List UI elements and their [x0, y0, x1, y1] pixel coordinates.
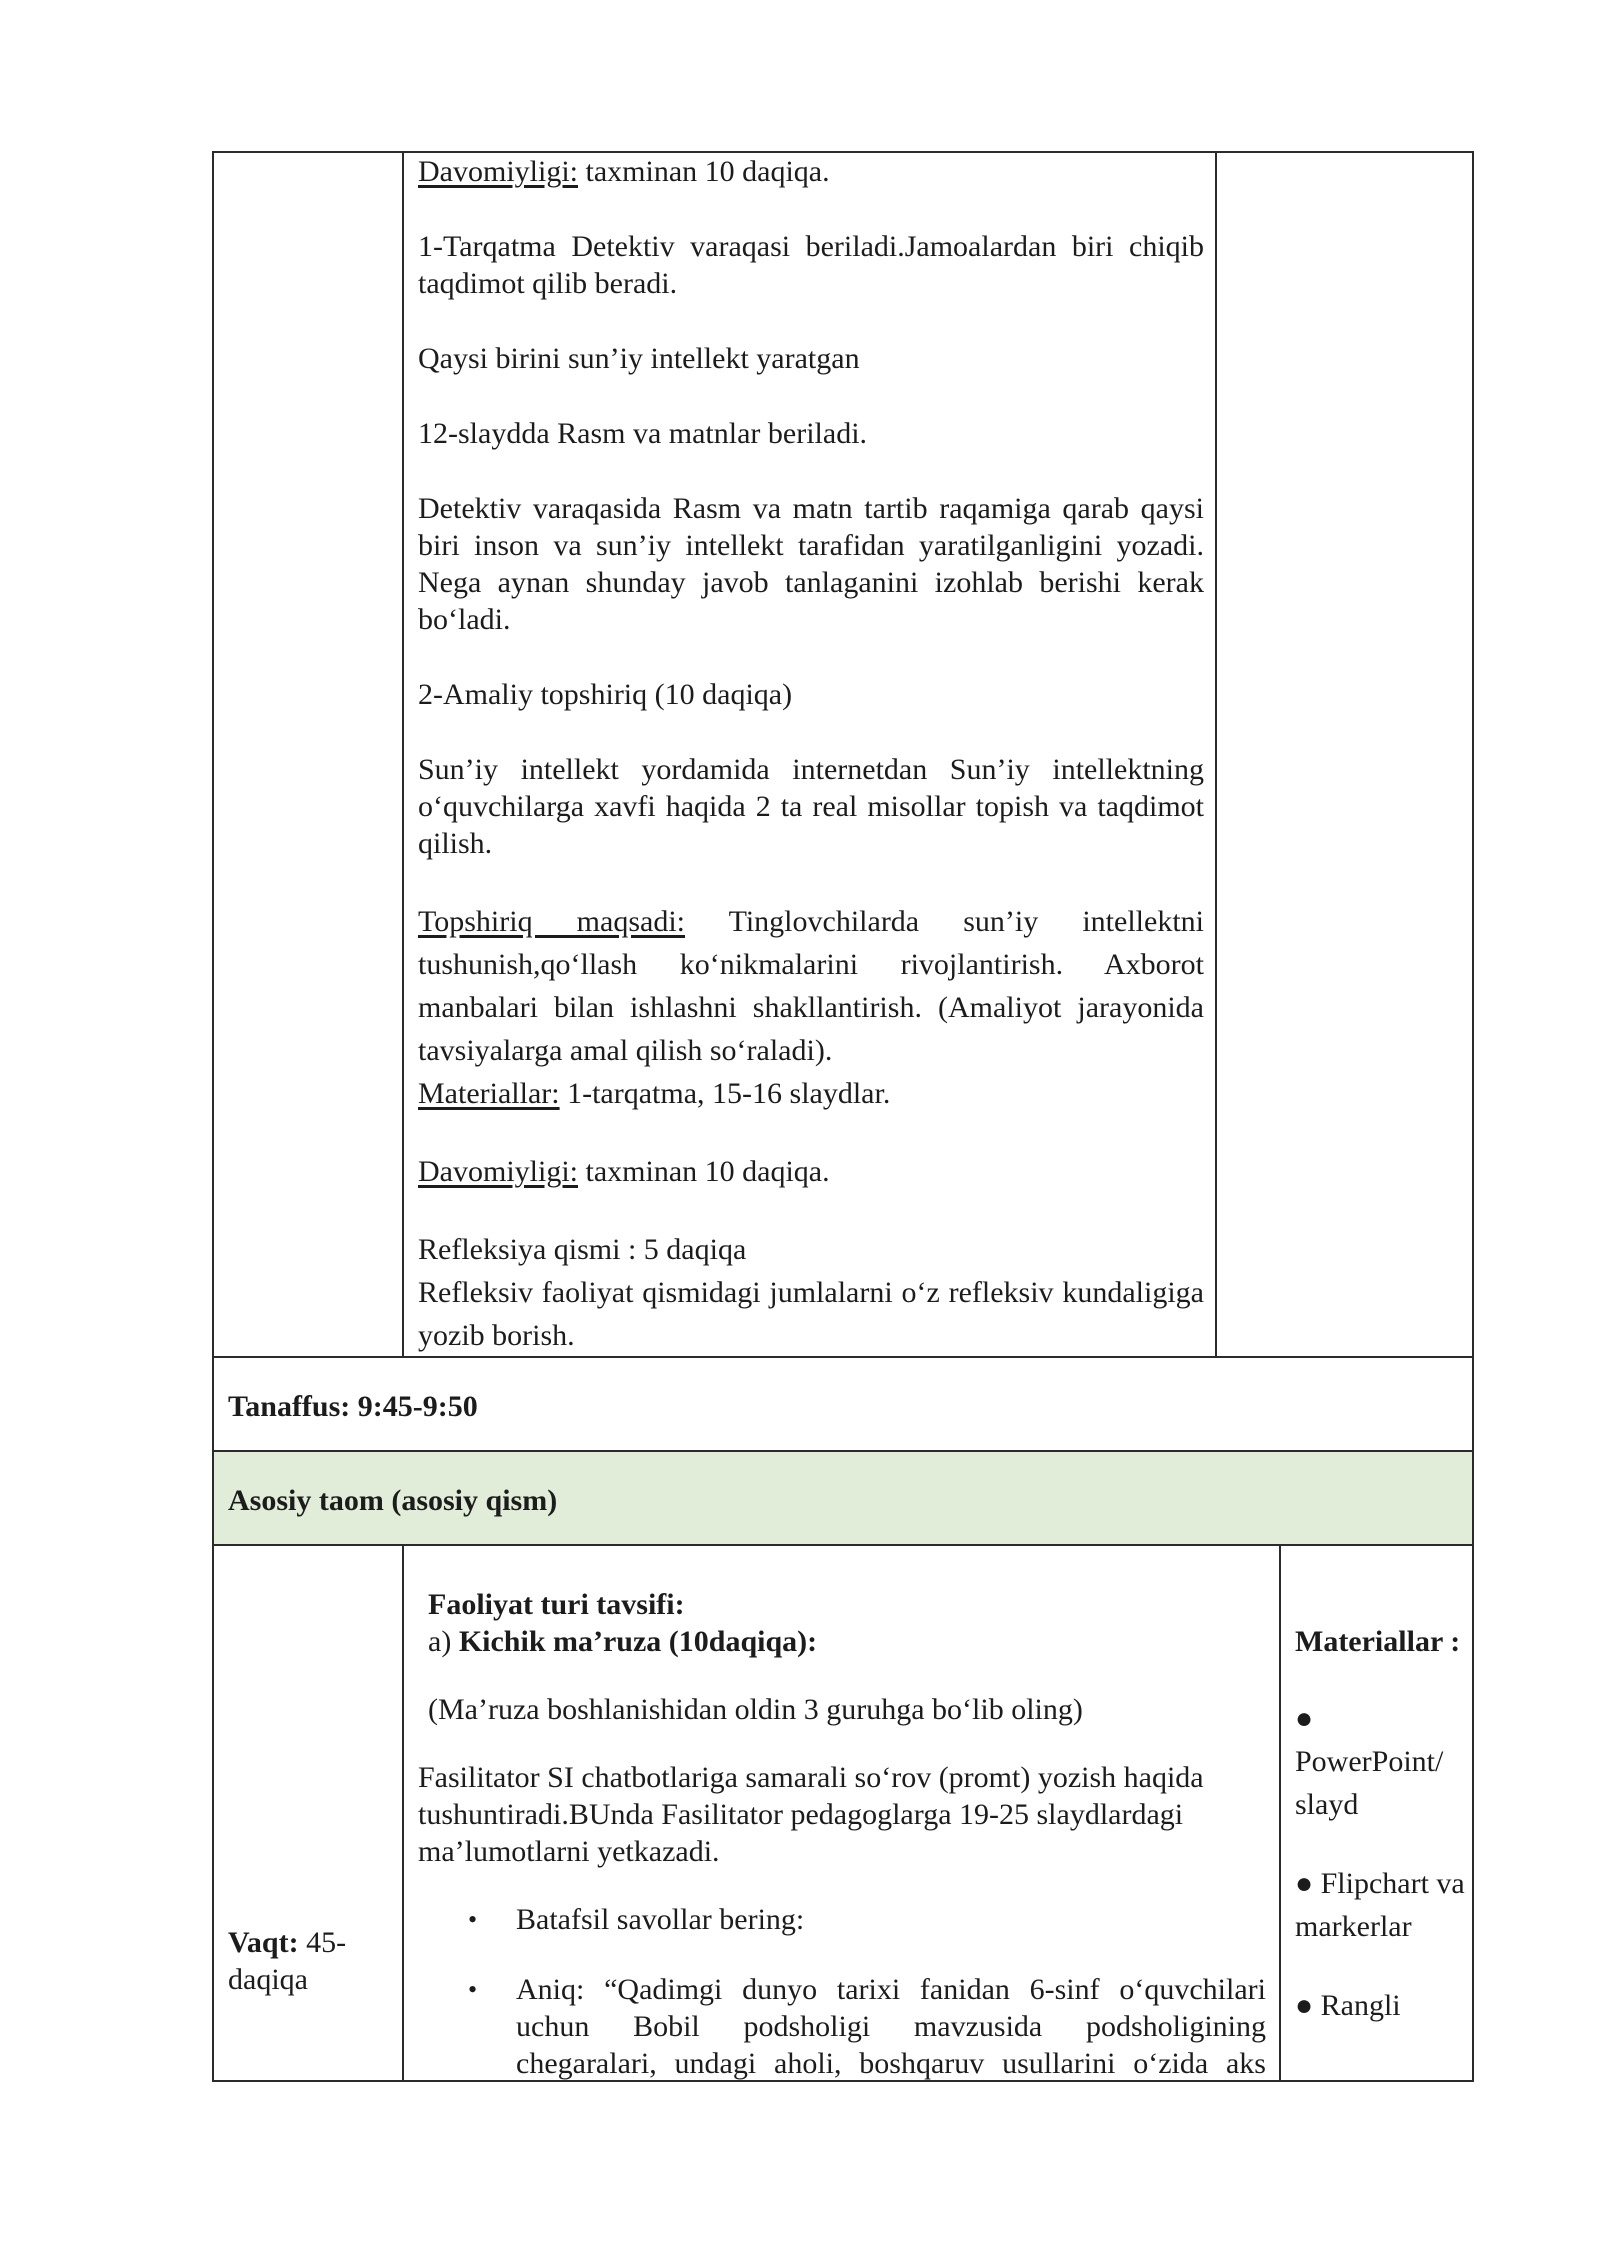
reflection-title: Refleksiya qismi : 5 daqiqa — [418, 1233, 747, 1266]
lecture-subheading: a) Kichik ma’ruza (10daqiqa): — [428, 1625, 818, 1658]
main-course-title: Asosiy taom (asosiy qism) — [228, 1484, 558, 1517]
goal-paragraph: Topshiriq maqsadi: Tinglovchilarda sun’iy intellektni tushunish,qo‘llash ko‘nikmalarini rivojlantirish. Axborot manbalari bilan ishlashni shakllantirish. (Amaliyot jarayonida tavsiyalarga amal qilish so‘raladi). — [418, 905, 1204, 1067]
materials-label: Materiallar: — [418, 1077, 560, 1110]
materials-paragraph: Materiallar: 1-tarqatma, 15-16 slaydlar. — [418, 1077, 891, 1110]
duration-label: Davomiyligi: — [418, 155, 578, 188]
facilitator-paragraph: Fasilitator SI chatbotlariga samarali so‘rov (promt) yozish haqida tushuntiradi.BUnda Fasilitator pedagoglarga 19-25 slaydlardagi ma’lumotlarni yetkazadi. — [418, 1761, 1204, 1868]
main-course-header — [212, 1450, 1474, 1546]
table1-cell-left — [212, 151, 404, 1358]
duration-line-2: Davomiyligi: taxminan 10 daqiqa. — [418, 1155, 830, 1188]
duration-line-1: Davomiyligi: taxminan 10 daqiqa. — [418, 155, 830, 188]
lecture-note: (Ma’ruza boshlanishidan oldin 3 guruhga bo‘lib oling) — [428, 1693, 1083, 1726]
break-title: Tanaffus: 9:45-9:50 — [228, 1390, 478, 1423]
bullet-item-1: • Batafsil savollar bering: — [468, 1903, 805, 1936]
materials-heading: Materiallar : — [1295, 1625, 1461, 1658]
bullet-dot-icon: ● — [1295, 1867, 1314, 1900]
examples-paragraph: Sun’iy intellekt yordamida internetdan Sun’iy intellektning o‘quvchilarga xavfi haqida 2 ta real misollar topish va taqdimot qilish. — [418, 753, 1204, 860]
activity-heading: Faoliyat turi tavsifi: — [428, 1588, 685, 1621]
tarqatma-paragraph: 1-Tarqatma Detektiv varaqasi beriladi.Jamoalardan biri chiqib taqdimot qilib beradi. — [418, 230, 1204, 300]
bullet-dot-icon: • — [468, 1975, 478, 2004]
bullet-dot-icon: ● — [1295, 1702, 1314, 1735]
time-label: Vaqt: — [228, 1926, 299, 1959]
materials-item-2: ● Flipchart va markerlar — [1295, 1867, 1465, 1943]
table2-cell-time — [212, 1544, 404, 2082]
break-row — [212, 1356, 1474, 1452]
goal-label: Topshiriq maqsadi: — [418, 905, 685, 938]
time-text: Vaqt: 45-daqiqa — [228, 1926, 347, 1996]
table1-cell-right — [1215, 151, 1474, 1358]
slide-paragraph: 12-slaydda Rasm va matnlar beriladi. — [418, 417, 868, 450]
bullet-dot-icon: • — [468, 1905, 478, 1934]
bullet-dot-icon: ● — [1295, 1989, 1314, 2022]
detective-paragraph: Detektiv varaqasida Rasm va matn tartib raqamiga qarab qaysi biri inson va sun’iy intellekt tarafidan yaratilganligini yozadi. Nega aynan shunday javob tanlaganini izohlab berishi kerak bo‘ladi. — [418, 492, 1204, 636]
activity-content — [418, 1586, 1273, 2082]
table1-content — [418, 153, 1204, 1357]
reflection-paragraph: Refleksiv faoliyat qismidagi jumlalarni o‘z refleksiv kundaligiga yozib borish. — [418, 1276, 1204, 1352]
bullet-item-2: • Aniq: “Qadimgi dunyo tarixi fanidan 6-sinf o‘quvchilari uchun Bobil podsholigi mavzusida podsholigining chegaralari, undagi aholi, boshqaruv usullarini o‘zida aks — [468, 1973, 1266, 2080]
materials-item-1: ● PowerPoint/ slayd — [1295, 1702, 1444, 1821]
table2-cell-materials — [1279, 1544, 1474, 2082]
materials-item-3: ● Rangli — [1295, 1989, 1401, 2022]
table2-cell-activity — [402, 1544, 1281, 2082]
duration-label-2: Davomiyligi: — [418, 1155, 578, 1188]
materials-content — [1295, 1622, 1465, 2027]
ai-question-paragraph: Qaysi birini sun’iy intellekt yaratgan — [418, 342, 860, 375]
practical-task-paragraph: 2-Amaliy topshiriq (10 daqiqa) — [418, 678, 793, 711]
